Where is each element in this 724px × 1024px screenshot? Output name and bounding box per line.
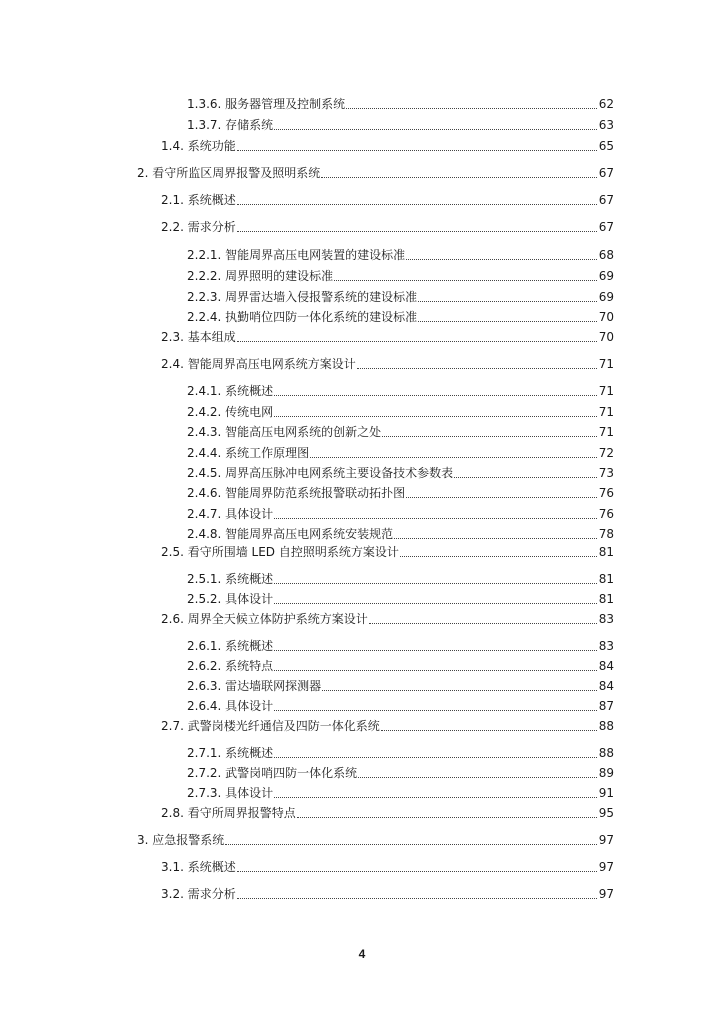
toc-entry[interactable] [161,545,614,560]
toc-entry-title: 3.2. 需求分析 [161,887,236,901]
toc-entry-title: 3.1. 系统概述 [161,860,236,874]
toc-entry[interactable] [187,639,614,654]
toc-entry[interactable] [187,118,614,133]
toc-entry-title: 1.4. 系统功能 [161,139,236,153]
toc-entry[interactable] [187,425,614,440]
toc-entry-title: 2.3. 基本组成 [161,330,236,344]
toc-entry-title: 1.3.7. 存储系统 [187,118,274,132]
toc-dot-leader [394,537,597,539]
toc-entry[interactable] [187,446,614,461]
toc-dot-leader [274,796,597,798]
toc-entry-page: 73 [598,466,614,480]
toc-entry-title: 2.6.2. 系统特点 [187,659,274,673]
toc-entry-title: 2.2. 需求分析 [161,220,236,234]
toc-dot-leader [418,300,597,302]
toc-entry[interactable] [161,719,614,734]
toc-dot-leader [418,320,597,322]
toc-entry-page: 97 [598,887,614,901]
toc-entry-title: 2.7.1. 系统概述 [187,746,274,760]
toc-entry-title: 2.4. 智能周界高压电网系统方案设计 [161,357,356,371]
toc-entry-page: 81 [598,592,614,606]
toc-dot-leader [237,897,597,899]
toc-dot-leader [406,258,597,260]
toc-entry-title: 2.5.2. 具体设计 [187,592,274,606]
toc-entry[interactable] [161,612,614,627]
toc-entry-page: 70 [598,310,614,324]
toc-entry-page: 83 [598,639,614,653]
toc-dot-leader [237,230,597,232]
toc-entry[interactable] [187,699,614,714]
toc-dot-leader [274,649,597,651]
toc-entry[interactable] [137,833,614,848]
toc-entry[interactable] [187,527,614,542]
toc-dot-leader [369,622,597,624]
toc-entry-page: 69 [598,290,614,304]
toc-entry-page: 83 [598,612,614,626]
toc-dot-leader [454,476,597,478]
toc-dot-leader [274,415,597,417]
toc-entry-page: 78 [598,527,614,541]
toc-entry-title: 2.4.3. 智能高压电网系统的创新之处 [187,425,382,439]
toc-entry-page: 76 [598,507,614,521]
toc-entry-page: 65 [598,139,614,153]
toc-dot-leader [310,456,597,458]
toc-entry-title: 2.8. 看守所周界报警特点 [161,806,296,820]
toc-entry[interactable] [187,746,614,761]
toc-entry[interactable] [161,220,614,235]
toc-entry[interactable] [137,166,614,181]
toc-entry-title: 2.4.5. 周界高压脉冲电网系统主要设备技术参数表 [187,466,454,480]
toc-entry-title: 2.4.1. 系统概述 [187,384,274,398]
toc-entry[interactable] [187,507,614,522]
toc-entry-page: 95 [598,806,614,820]
toc-entry-title: 2.7.2. 武警岗哨四防一体化系统 [187,766,358,780]
toc-entry-title: 2.2.2. 周界照明的建设标准 [187,269,334,283]
toc-entry-page: 81 [598,545,614,559]
toc-entry-title: 2.5. 看守所围墙 LED 自控照明系统方案设计 [161,545,399,559]
toc-entry[interactable] [187,310,614,325]
toc-entry-page: 71 [598,405,614,419]
toc-entry[interactable] [161,193,614,208]
toc-entry-page: 70 [598,330,614,344]
toc-dot-leader [274,602,597,604]
toc-entry-title: 2.4.2. 传统电网 [187,405,274,419]
toc-entry[interactable] [187,248,614,263]
toc-entry[interactable] [187,786,614,801]
toc-entry[interactable] [161,357,614,372]
toc-entry-page: 62 [598,97,614,111]
toc-entry-page: 69 [598,269,614,283]
toc-entry-page: 76 [598,486,614,500]
toc-entry-title: 2.6.1. 系统概述 [187,639,274,653]
toc-entry-title: 2.7.3. 具体设计 [187,786,274,800]
toc-entry[interactable] [187,269,614,284]
toc-dot-leader [225,843,596,845]
toc-entry[interactable] [161,887,614,902]
toc-entry-title: 2.1. 系统概述 [161,193,236,207]
toc-entry-page: 97 [598,860,614,874]
toc-entry-page: 84 [598,679,614,693]
toc-entry-page: 71 [598,425,614,439]
toc-entry-title: 2.6.3. 雷达墙联网探测器 [187,679,322,693]
toc-entry-title: 3. 应急报警系统 [137,833,225,847]
toc-dot-leader [321,176,596,178]
toc-entry-title: 2.4.8. 智能周界高压电网系统安装规范 [187,527,394,541]
toc-dot-leader [237,203,597,205]
toc-entry-page: 71 [598,357,614,371]
toc-entry-page: 67 [598,193,614,207]
toc-entry-title: 2.2.3. 周界雷达墙入侵报警系统的建设标准 [187,290,418,304]
toc-entry-title: 2.6. 周界全天候立体防护系统方案设计 [161,612,368,626]
toc-entry-page: 63 [598,118,614,132]
toc-dot-leader [237,870,597,872]
toc-entry-title: 2.2.4. 执勤哨位四防一体化系统的建设标准 [187,310,418,324]
toc-entry-page: 67 [598,220,614,234]
toc-dot-leader [274,709,597,711]
toc-entry-title: 2.4.4. 系统工作原理图 [187,446,310,460]
toc-entry-page: 88 [598,746,614,760]
toc-dot-leader [237,340,597,342]
toc-dot-leader [237,149,597,151]
toc-entry-page: 84 [598,659,614,673]
toc-dot-leader [382,435,597,437]
toc-entry-page: 68 [598,248,614,262]
toc-dot-leader [274,582,597,584]
toc-entry-title: 2.2.1. 智能周界高压电网装置的建设标准 [187,248,406,262]
toc-entry[interactable] [187,679,614,694]
toc-dot-leader [297,816,597,818]
toc-dot-leader [346,107,597,109]
toc-entry-title: 2.7. 武警岗楼光纤通信及四防一体化系统 [161,719,380,733]
toc-entry[interactable] [161,330,614,345]
toc-entry-title: 2.6.4. 具体设计 [187,699,274,713]
toc-entry-page: 87 [598,699,614,713]
toc-dot-leader [274,128,597,130]
toc-entry-page: 72 [598,446,614,460]
toc-dot-leader [274,669,597,671]
toc-entry-page: 97 [598,833,614,847]
toc-dot-leader [357,367,597,369]
toc-entry-title: 1.3.6. 服务器管理及控制系统 [187,97,346,111]
toc-entry-title: 2.4.7. 具体设计 [187,507,274,521]
toc-entry[interactable] [161,806,614,821]
toc-dot-leader [274,394,597,396]
toc-entry-title: 2.4.6. 智能周界防范系统报警联动拓扑图 [187,486,406,500]
toc-dot-leader [322,689,597,691]
toc-entry-page: 89 [598,766,614,780]
toc-entry[interactable] [187,592,614,607]
toc-entry[interactable] [187,384,614,399]
toc-dot-leader [334,279,597,281]
toc-entry[interactable] [161,139,614,154]
toc-dot-leader [274,756,597,758]
toc-entry-title: 2. 看守所监区周界报警及照明系统 [137,166,321,180]
toc-entry[interactable] [187,466,614,481]
toc-dot-leader [274,517,597,519]
toc-entry[interactable] [187,659,614,674]
toc-entry-page: 88 [598,719,614,733]
toc-entry[interactable] [187,486,614,501]
toc-dot-leader [406,496,597,498]
toc-entry[interactable] [187,405,614,420]
toc-dot-leader [400,555,597,557]
toc-dot-leader [381,729,597,731]
page-number: 4 [358,947,366,961]
toc-entry-page: 71 [598,384,614,398]
toc-dot-leader [358,776,597,778]
toc-entry-page: 67 [598,166,614,180]
toc-entry[interactable] [187,290,614,305]
toc-entry-page: 81 [598,572,614,586]
toc-entry-page: 91 [598,786,614,800]
toc-entry-title: 2.5.1. 系统概述 [187,572,274,586]
toc-entry[interactable] [187,572,614,587]
toc-entry[interactable] [161,860,614,875]
toc-entry[interactable] [187,97,614,112]
toc-entry[interactable] [187,766,614,781]
